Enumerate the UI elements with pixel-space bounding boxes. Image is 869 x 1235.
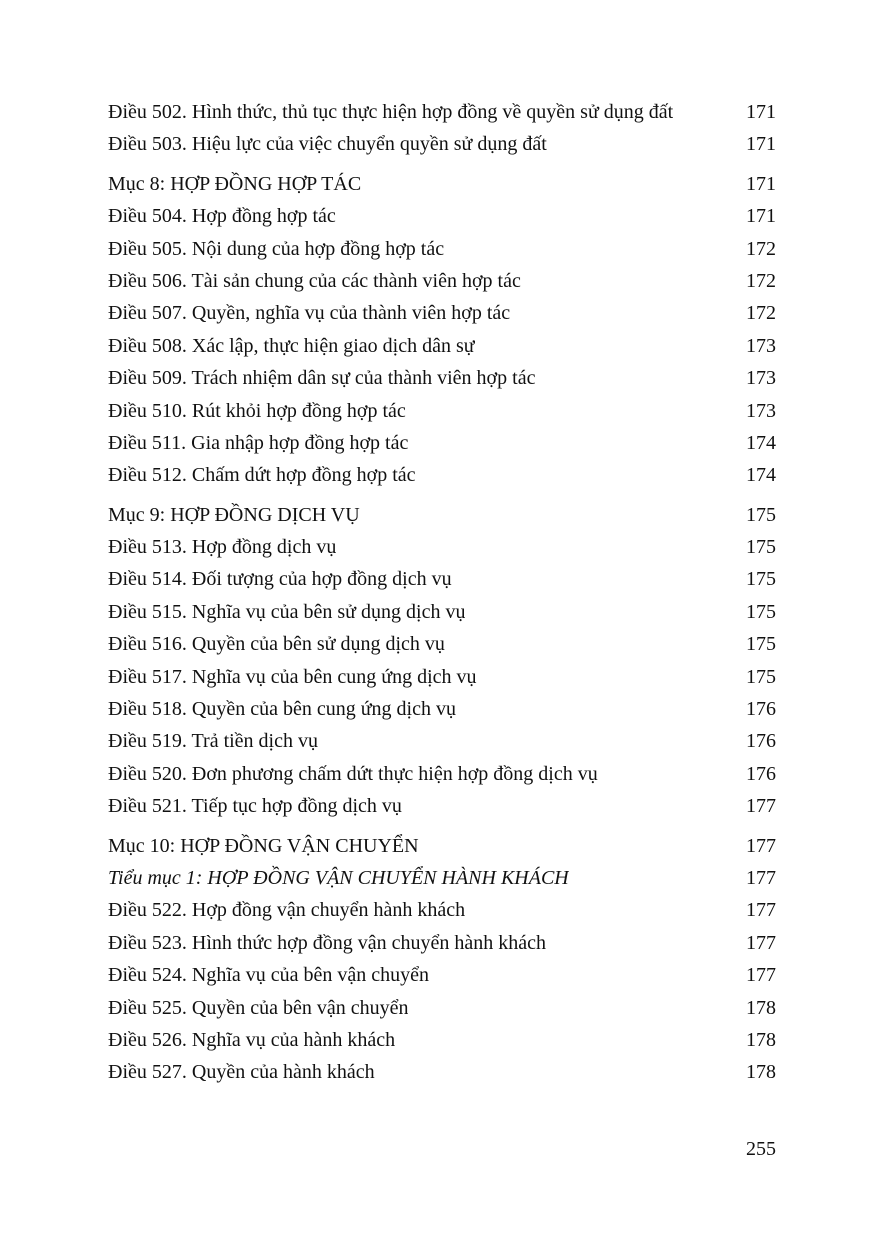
toc-entry-page: 172 xyxy=(746,269,776,292)
toc-entry-title: Điều 502. Hình thức, thủ tục thực hiện hợp đồng về quyền sử dụng đất xyxy=(108,101,674,123)
toc-entry-title: Điều 521. Tiếp tục hợp đồng dịch vụ xyxy=(108,795,402,818)
toc-entry-page: 178 xyxy=(746,1061,776,1084)
toc-entry-row xyxy=(108,459,776,491)
toc-entry-row xyxy=(108,1024,776,1056)
toc-entry-row xyxy=(108,758,776,790)
toc-entry-page: 177 xyxy=(746,964,776,987)
table-of-contents xyxy=(108,96,776,1089)
toc-entry-row xyxy=(108,427,776,459)
toc-subsection-row xyxy=(108,862,776,894)
toc-entry-page: 176 xyxy=(746,698,776,721)
toc-entry-page: 177 xyxy=(746,931,776,954)
toc-entry-title: Điều 525. Quyền của bên vận chuyển xyxy=(108,996,409,1019)
toc-section-row xyxy=(108,499,776,531)
toc-entry-page: 173 xyxy=(746,367,776,390)
toc-section-row xyxy=(108,830,776,862)
toc-entry-page: 177 xyxy=(746,899,776,922)
toc-entry-row xyxy=(108,200,776,232)
toc-entry-page: 177 xyxy=(746,834,776,857)
toc-entry-title: Điều 518. Quyền của bên cung ứng dịch vụ xyxy=(108,698,456,721)
toc-entry-title: Điều 506. Tài sản chung của các thành viên hợp tác xyxy=(108,269,521,292)
toc-entry-row xyxy=(108,790,776,822)
toc-entry-title: Điều 522. Hợp đồng vận chuyển hành khách xyxy=(108,899,466,922)
toc-entry-page: 174 xyxy=(746,431,776,454)
toc-entry-title: Điều 510. Rút khỏi hợp đồng hợp tác xyxy=(108,399,406,422)
toc-entry-title: Điều 511. Gia nhập hợp đồng hợp tác xyxy=(108,431,409,454)
toc-entry-row xyxy=(108,362,776,394)
toc-entry-page: 171 xyxy=(746,101,776,123)
toc-entry-row xyxy=(108,1056,776,1088)
toc-entry-title: Điều 519. Trả tiền dịch vụ xyxy=(108,730,318,753)
toc-entry-title: Điều 523. Hình thức hợp đồng vận chuyển hành khách xyxy=(108,931,546,954)
toc-entry-page: 173 xyxy=(746,334,776,357)
toc-entry-title: Điều 515. Nghĩa vụ của bên sử dụng dịch vụ xyxy=(108,600,466,623)
toc-entry-title: Tiểu mục 1: HỢP ĐỒNG VẬN CHUYỂN HÀNH KHÁCH xyxy=(108,866,569,889)
toc-entry-title: Điều 509. Trách nhiệm dân sự của thành viên hợp tác xyxy=(108,367,536,390)
toc-entry-row xyxy=(108,992,776,1024)
toc-entry-page: 176 xyxy=(746,762,776,785)
toc-entry-page: 172 xyxy=(746,237,776,260)
toc-entry-title: Điều 524. Nghĩa vụ của bên vận chuyển xyxy=(108,964,430,987)
toc-entry-title: Điều 516. Quyền của bên sử dụng dịch vụ xyxy=(108,633,445,656)
toc-entry-row xyxy=(108,297,776,329)
page-number: 255 xyxy=(746,1138,776,1160)
toc-entry-row xyxy=(108,128,776,160)
toc-entry-title: Điều 517. Nghĩa vụ của bên cung ứng dịch vụ xyxy=(108,665,477,688)
toc-entry-title: Điều 503. Hiệu lực của việc chuyển quyền sử dụng đất xyxy=(108,133,547,156)
toc-entry-title: Mục 9: HỢP ĐỒNG DỊCH VỤ xyxy=(108,503,360,526)
toc-entry-page: 175 xyxy=(746,568,776,591)
toc-entry-row xyxy=(108,563,776,595)
toc-entry-title: Điều 527. Quyền của hành khách xyxy=(108,1061,375,1084)
toc-entry-title: Điều 514. Đối tượng của hợp đồng dịch vụ xyxy=(108,568,452,591)
toc-entry-page: 177 xyxy=(746,866,776,889)
toc-entry-title: Điều 507. Quyền, nghĩa vụ của thành viên hợp tác xyxy=(108,302,511,325)
toc-entry-page: 175 xyxy=(746,503,776,526)
toc-entry-page: 175 xyxy=(746,600,776,623)
toc-entry-title: Điều 504. Hợp đồng hợp tác xyxy=(108,205,336,228)
toc-entry-row xyxy=(108,959,776,991)
toc-entry-page: 178 xyxy=(746,1028,776,1051)
toc-entry-title: Điều 505. Nội dung của hợp đồng hợp tác xyxy=(108,237,445,260)
toc-entry-row xyxy=(108,596,776,628)
toc-entry-page: 175 xyxy=(746,633,776,656)
toc-entry-page: 173 xyxy=(746,399,776,422)
toc-entry-page: 178 xyxy=(746,996,776,1019)
toc-entry-row xyxy=(108,894,776,926)
toc-entry-row xyxy=(108,531,776,563)
toc-entry-page: 175 xyxy=(746,536,776,559)
toc-entry-page: 176 xyxy=(746,730,776,753)
toc-entry-row xyxy=(108,661,776,693)
toc-entry-page: 177 xyxy=(746,795,776,818)
toc-entry-page: 174 xyxy=(746,464,776,487)
toc-entry-row xyxy=(108,927,776,959)
toc-entry-page: 171 xyxy=(746,205,776,228)
toc-entry-page: 172 xyxy=(746,302,776,325)
toc-entry-page: 175 xyxy=(746,665,776,688)
toc-entry-row xyxy=(108,725,776,757)
toc-entry-row xyxy=(108,693,776,725)
toc-entry-title: Mục 10: HỢP ĐỒNG VẬN CHUYỂN xyxy=(108,834,419,857)
toc-section-row xyxy=(108,168,776,200)
toc-entry-row xyxy=(108,628,776,660)
toc-entry-title: Mục 8: HỢP ĐỒNG HỢP TÁC xyxy=(108,172,362,195)
toc-entry-row xyxy=(108,265,776,297)
toc-entry-title: Điều 526. Nghĩa vụ của hành khách xyxy=(108,1028,396,1051)
toc-entry-title: Điều 512. Chấm dứt hợp đồng hợp tác xyxy=(108,464,416,487)
toc-entry-page: 171 xyxy=(746,172,776,195)
toc-entry-row xyxy=(108,330,776,362)
toc-entry-title: Điều 513. Hợp đồng dịch vụ xyxy=(108,536,337,559)
toc-entry-title: Điều 508. Xác lập, thực hiện giao dịch dân sự xyxy=(108,334,475,357)
toc-entry-row xyxy=(108,96,776,128)
toc-entry-title: Điều 520. Đơn phương chấm dứt thực hiện hợp đồng dịch vụ xyxy=(108,762,598,785)
toc-entry-row xyxy=(108,395,776,427)
toc-entry-row xyxy=(108,233,776,265)
toc-entry-page: 171 xyxy=(746,133,776,156)
